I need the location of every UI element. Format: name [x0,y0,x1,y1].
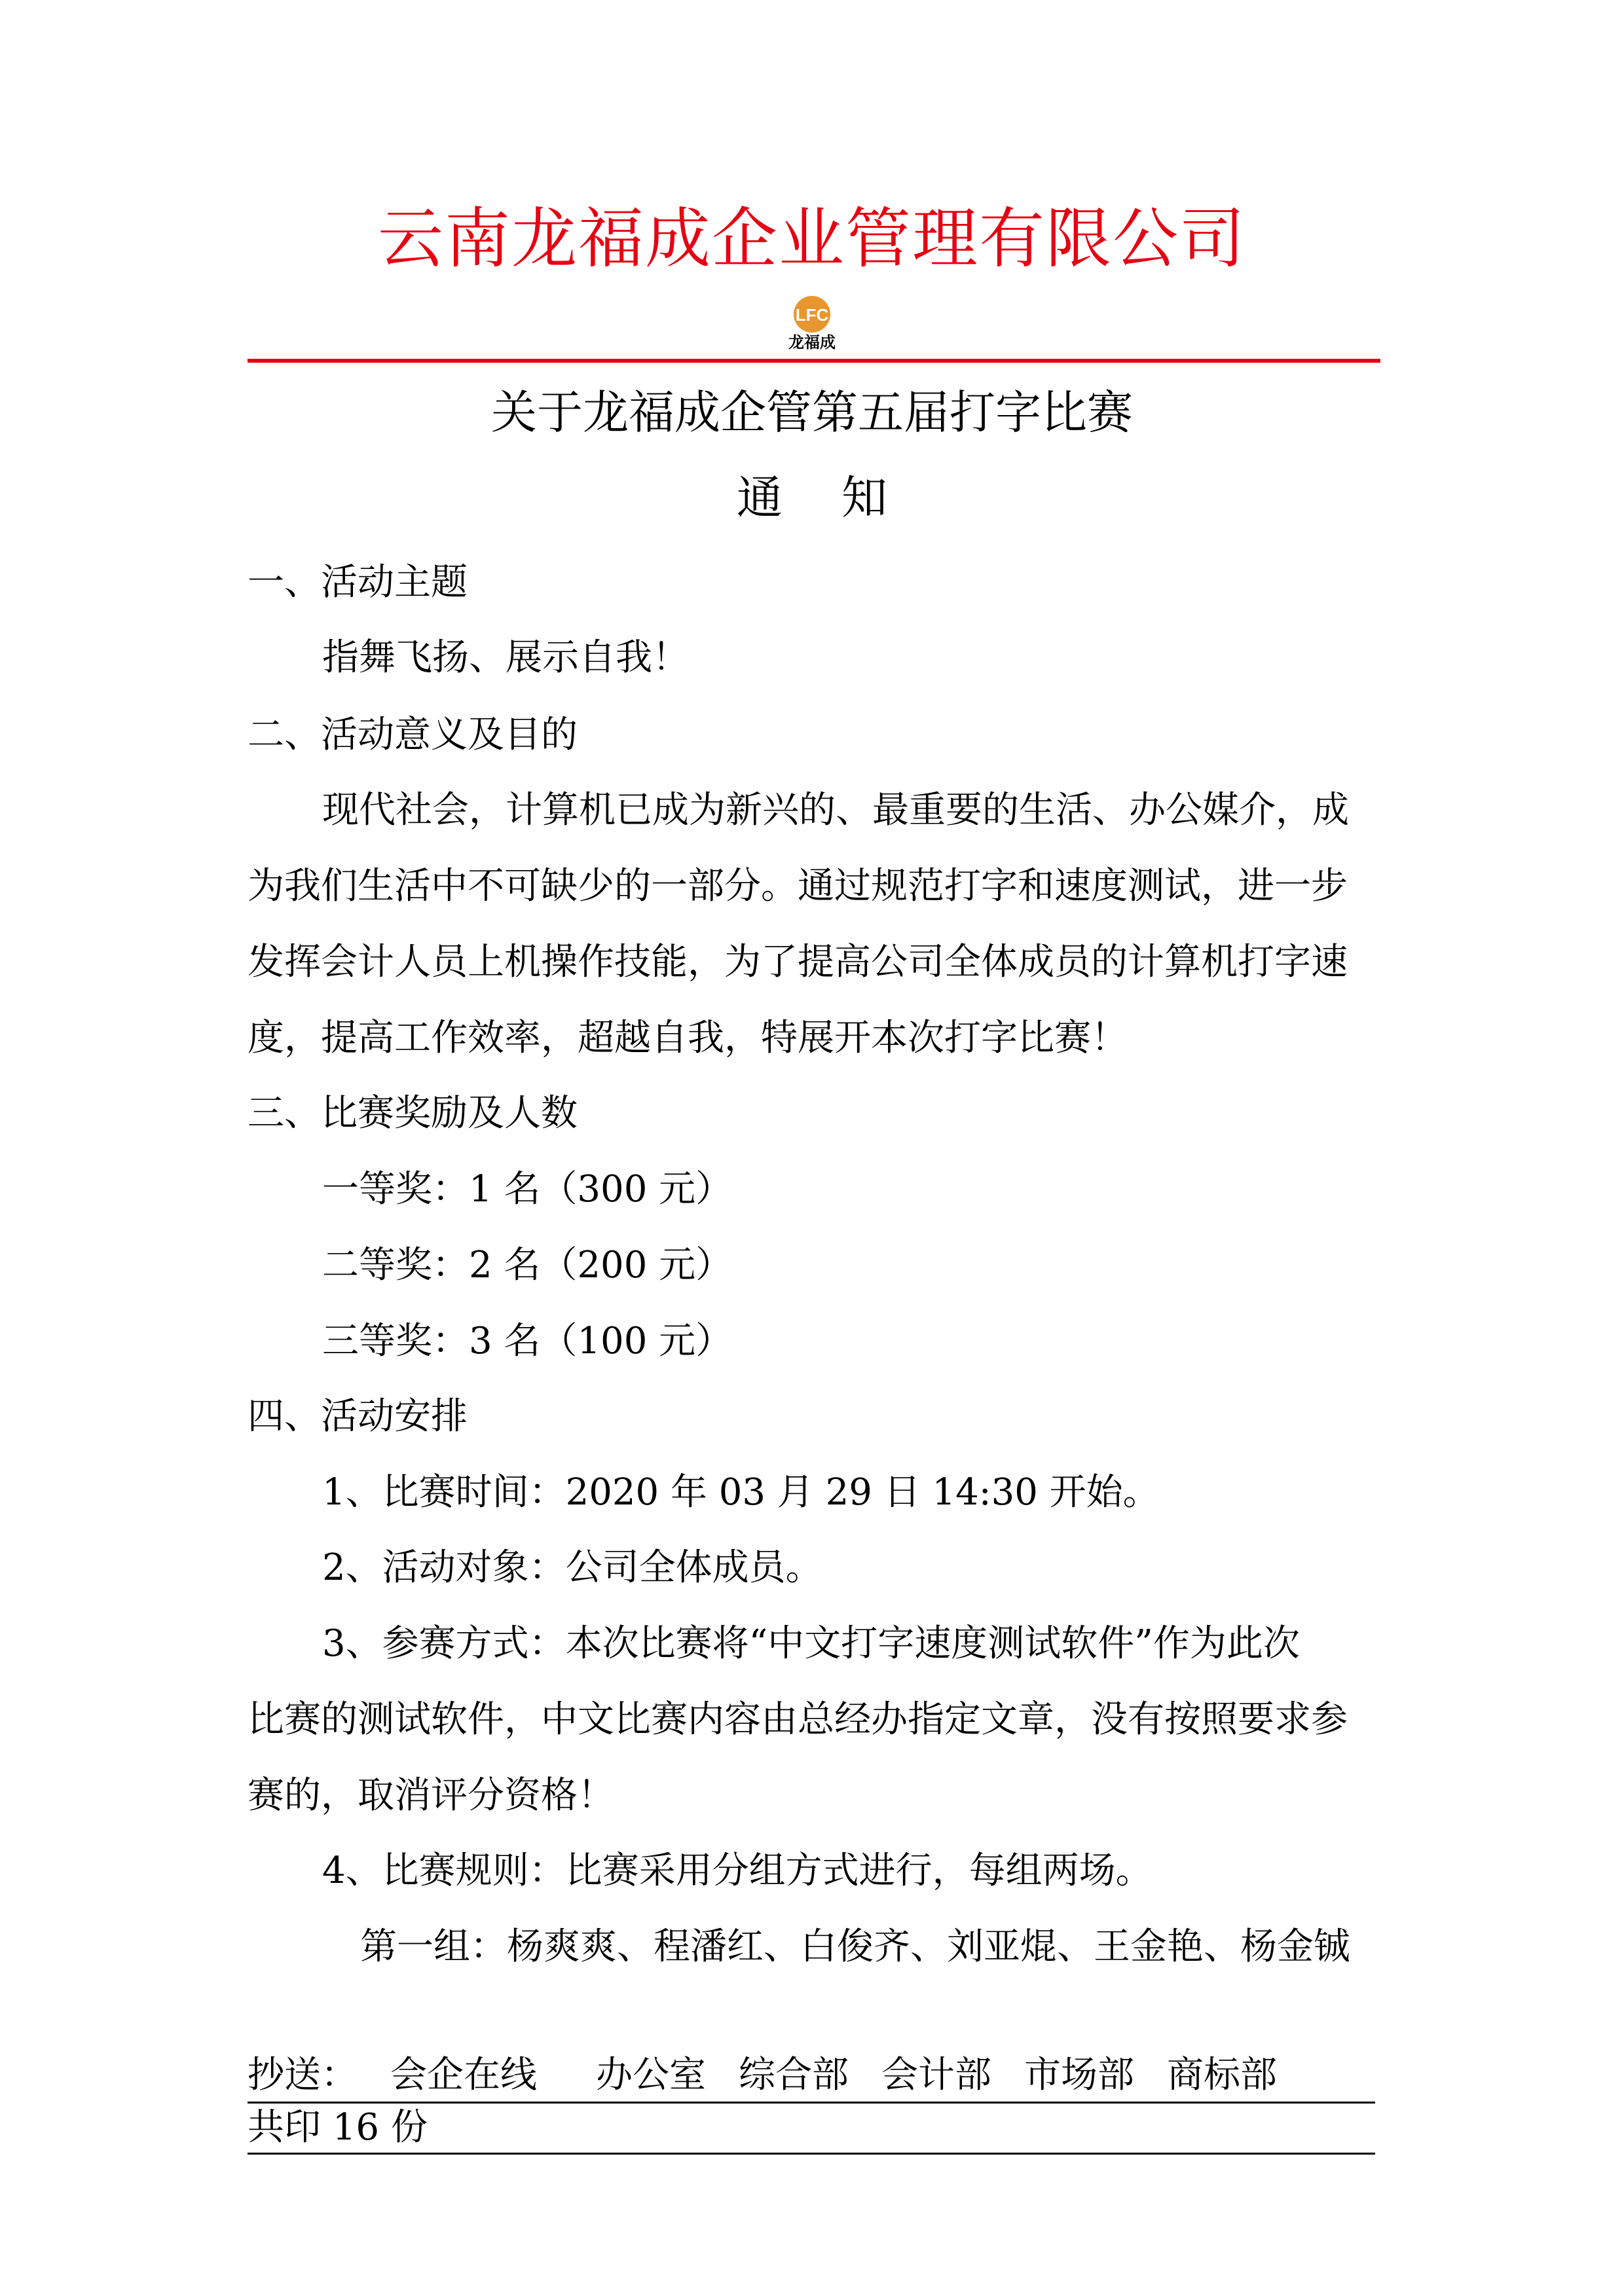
cc-label: 抄送： [248,2054,358,2096]
cc-recipient: 商标部 [1167,2054,1277,2096]
cc-recipient: 综合部 [739,2054,849,2096]
section-heading-prizes: 三、比赛奖励及人数 [248,1092,578,1135]
section-heading-arrangement: 四、活动安排 [248,1395,468,1438]
arrangement-method-line-1: 3、参赛方式：本次比赛将“中文打字速度测试软件”作为此次 [322,1622,1300,1665]
section-heading-purpose: 二、活动意义及目的 [248,714,578,756]
copies-count: 共印 16 份 [248,2106,428,2149]
purpose-line-3: 发挥会计人员上机操作技能，为了提高公司全体成员的计算机打字速 [248,941,1348,983]
prize-second: 二等奖：2 名（200 元） [322,1244,733,1286]
prize-first: 一等奖：1 名（300 元） [322,1168,733,1211]
cc-recipient: 会计部 [881,2054,991,2096]
cc-underline [248,2102,1375,2104]
prize-third: 三等奖：3 名（100 元） [322,1320,733,1362]
logo-caption: 龙福成 [788,333,836,352]
cc-recipient: 办公室 [596,2054,706,2096]
arrangement-time: 1、比赛时间：2020 年 03 月 29 日 14:30 开始。 [322,1471,1160,1514]
purpose-line-4: 度，提高工作效率，超越自我，特展开本次打字比赛！ [248,1017,1128,1059]
company-name: 云南龙福成企业管理有限公司 [378,200,1246,277]
arrangement-rules: 4、比赛规则：比赛采用分组方式进行，每组两场。 [322,1850,1153,1892]
purpose-line-2: 为我们生活中不可缺少的一部分。通过规范打字和速度测试，进一步 [248,865,1348,907]
copies-underline [248,2153,1375,2155]
header-divider [248,359,1380,363]
cc-recipient: 市场部 [1024,2054,1134,2096]
logo-mark: LFC [795,305,829,325]
purpose-line-1: 现代社会，计算机已成为新兴的、最重要的生活、办公媒介，成 [322,789,1349,831]
group-one-members: 第一组：杨爽爽、程潘红、白俊齐、刘亚焜、王金艳、杨金铖 [360,1925,1350,1968]
arrangement-participants: 2、活动对象：公司全体成员。 [322,1546,822,1589]
notice-title: 关于龙福成企管第五届打字比赛 [491,386,1133,439]
theme-text: 指舞飞扬、展示自我！ [322,636,689,679]
arrangement-method-line-2: 比赛的测试软件，中文比赛内容由总经办指定文章，没有按照要求参 [248,1698,1348,1741]
notice-subtitle: 通知 [737,471,946,524]
section-heading-theme: 一、活动主题 [248,561,468,604]
cc-recipient: 会企在线 [390,2054,537,2096]
cc-line [248,2052,1375,2098]
arrangement-method-line-3: 赛的，取消评分资格！ [248,1774,614,1817]
